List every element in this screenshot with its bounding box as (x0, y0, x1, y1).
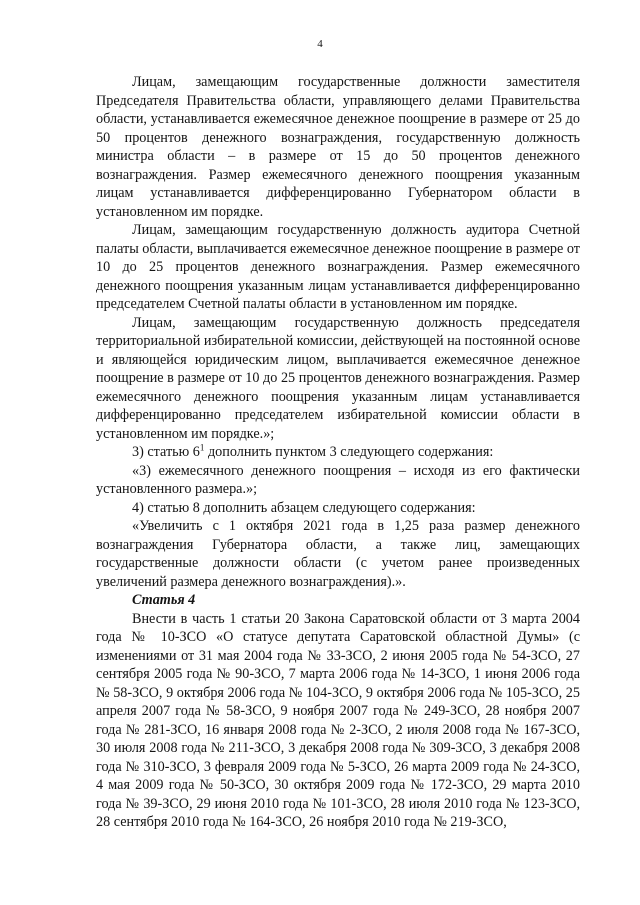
amendment-item-3 (96, 443, 580, 462)
page-number: 4 (317, 38, 323, 50)
amendment-item-3-before: 3) статью 6 (132, 444, 200, 460)
amendment-item-3-text: «3) ежемесячного денежного поощрения – исходя из его фактически установленного размера.»; (96, 462, 580, 497)
amendment-item-4-text: «Увеличить с 1 октября 2021 года в 1,25 раза размер денежного вознаграждения Губернатора области, а также лиц, замещающих государственные должности области (с учетом ранее произведенных увеличений размера денежного вознаграждения).». (96, 518, 580, 590)
article-text: Внести в часть 1 статьи 20 Закона Саратовской области от 3 марта 2004 года № 10-ЗСО «О статусе депутата Саратовской областной Думы» (с изменениями от 31 мая 2004 года № 33-ЗСО, 2 июня 2005 года № 54-ЗСО, 27 сентября 2005 года № 90-ЗСО, 7 марта 2006 года № 14-ЗСО, 1 июня 2006 года № 58-ЗСО, 9 октября 2006 года № 104-ЗСО, 9 октября 2006 года № 105-ЗСО, 25 апреля 2007 года № 58-ЗСО, 9 ноября 2007 года № 249-ЗСО, 28 ноября 2007 года № 281-ЗСО, 16 января 2008 года № 2-ЗСО, 2 июля 2008 года № 167-ЗСО, 30 июля 2008 года № 211-ЗСО, 3 декабря 2008 года № 309-ЗСО, 3 декабря 2008 года № 310-ЗСО, 3 февраля 2009 года № 5-ЗСО, 26 марта 2009 года № 24-ЗСО, 4 мая 2009 года № 50-ЗСО, 30 октября 2009 года № 172-ЗСО, 29 марта 2010 года № 39-ЗСО, 29 июня 2010 года № 101-ЗСО, 28 июля 2010 года № 123-ЗСО, 28 сентября 2010 года № 164-ЗСО, 26 ноября 2010 года № 219-ЗСО, (96, 610, 580, 830)
amendment-item-3-after: дополнить пунктом 3 следующего содержания: (204, 444, 494, 460)
amendment-item-4: 4) статью 8 дополнить абзацем следующего содержания: (132, 499, 476, 516)
article-superscript: 1 (199, 442, 205, 453)
paragraph-election-commission: Лицам, замещающим государственную должность председателя территориальной избирательной комиссии, действующей на постоянной основе и являющейся юридическим лицом, выплачивается ежемесячное денежное поощрение в размере от 10 до 25 процентов денежного вознаграждения. Размер ежемесячного денежного поощрения указанным лицам устанавливается дифференцированно председателем избирательной комиссии области в установленном им порядке.»; (96, 314, 580, 442)
article-heading: Статья 4 (132, 592, 196, 608)
paragraph-deputy-chairman: Лицам, замещающим государственные должности заместителя Председателя Правительства области, управляющего делами Правительства области, устанавливается ежемесячное денежное поощрение в размере от 25 до 50 процентов денежного вознаграждения, государственную должность министра области – в размере от 15 до 50 процентов денежного вознаграждения. Размер ежемесячного денежного поощрения указанным лицам устанавливается дифференцированно Губернатором области в установленном им порядке. (96, 74, 580, 220)
document-body (96, 73, 580, 832)
paragraph-auditor: Лицам, замещающим государственную должность аудитора Счетной палаты области, выплачивается ежемесячное денежное поощрение в размере от 10 до 25 процентов денежного вознаграждения. Размер ежемесячного денежного поощрения указанным лицам устанавливается дифференцированно председателем Счетной палаты области в установленном им порядке. (96, 222, 580, 312)
